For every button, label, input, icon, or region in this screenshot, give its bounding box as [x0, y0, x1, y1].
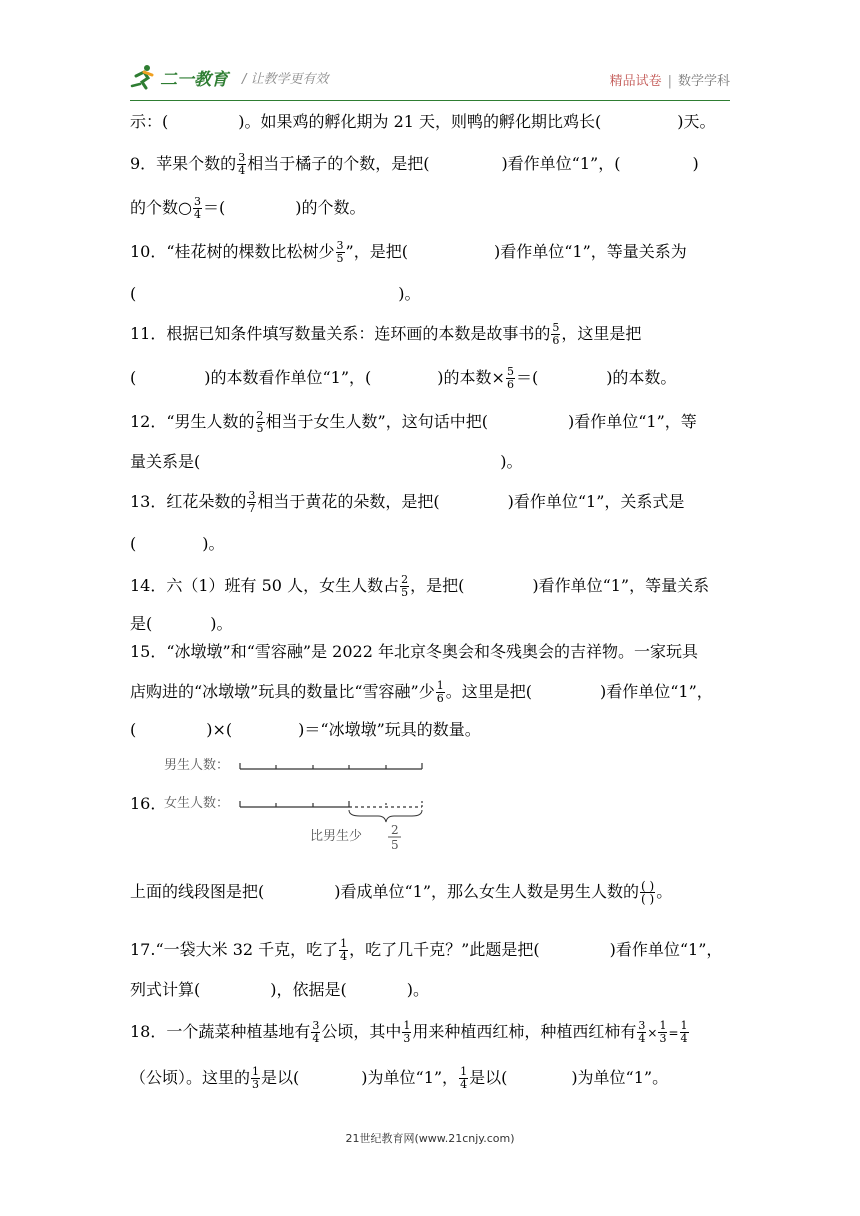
- question-15-line2: [130, 680, 730, 705]
- text: )。: [500, 452, 523, 471]
- less-label: 比男生少: [310, 829, 363, 844]
- header-tags: [610, 70, 730, 89]
- page-header: [130, 58, 730, 98]
- text: )，依据是(: [270, 980, 347, 999]
- text: )。如果鸡的孵化期为 21 天，则鸭的孵化期比鸡长(: [238, 112, 602, 131]
- text: )的个数。: [295, 198, 366, 217]
- times-sign: ×: [647, 1026, 658, 1040]
- text: 上面的线段图是把(: [130, 882, 265, 901]
- boys-segment: [240, 763, 422, 769]
- text: 14．六（1）班有 50 人，女生人数占: [130, 576, 400, 595]
- text: 用来种植西红柿，种植西红柿有: [412, 1022, 637, 1041]
- text: 。这里是把(: [445, 682, 532, 701]
- boys-label: 男生人数：: [164, 758, 230, 773]
- brace: [349, 810, 422, 822]
- text: )的本数×: [437, 368, 505, 387]
- fraction: $\frac{3}{4}$: [638, 1019, 646, 1045]
- fraction: $\frac{1}{4}$: [340, 937, 348, 963]
- tag-subject: 数学学科: [677, 74, 730, 89]
- text: )天。: [677, 112, 716, 131]
- runner-logo-icon: [130, 64, 156, 90]
- text: 18．一个蔬菜种植基地有: [130, 1022, 311, 1041]
- fraction: $\frac{1}{3}$: [252, 1065, 260, 1091]
- question-15-line3: [130, 720, 730, 740]
- text: 9．苹果个数的: [130, 154, 237, 173]
- text: )。: [398, 284, 421, 303]
- text: 10．“桂花树的棵数比松树少: [130, 242, 335, 261]
- text: ＝(: [202, 198, 226, 217]
- page-footer: 21世纪教育网(www.21cnjy.com): [345, 1132, 515, 1145]
- tag-premium: 精品试卷: [609, 74, 662, 89]
- question-18-line2: [130, 1066, 730, 1091]
- text: )看作单位“1”，: [599, 682, 713, 701]
- question-17-line2: [130, 980, 730, 1000]
- text: (: [130, 720, 137, 739]
- text: 列式计算(: [130, 980, 201, 999]
- text: )看作单位“1”，等量关系: [532, 576, 710, 595]
- text: 相当于黄花的朵数，是把(: [257, 492, 440, 511]
- text: )。: [406, 980, 429, 999]
- fraction: $\frac{3}{5}$: [336, 239, 344, 265]
- question-14-line2: [130, 614, 730, 634]
- girls-segment: [240, 801, 422, 807]
- question-13-line2: [130, 534, 730, 554]
- text: )的本数看作单位“1”，(: [204, 368, 372, 387]
- fraction: $\frac{3}{7}$: [248, 489, 256, 515]
- question-18-line1: [130, 1020, 730, 1045]
- text: ): [692, 154, 699, 173]
- question-14-line1: [130, 574, 730, 599]
- text: )看作单位“1”，(: [501, 154, 621, 173]
- text: 店购进的“冰墩墩”玩具的数量比“雪容融”少: [130, 682, 435, 701]
- text: 。: [656, 882, 673, 901]
- text: ＝(: [515, 368, 539, 387]
- text: )看作单位“1”，等量关系为: [493, 242, 687, 261]
- text: )看作单位“1”，: [609, 940, 723, 959]
- fraction: $\frac{3}{4}$: [238, 151, 246, 177]
- fraction: $\frac{1}{3}$: [403, 1019, 411, 1045]
- text: 量关系是(: [130, 452, 201, 471]
- question-17-line1: [130, 938, 730, 963]
- header-rule: [130, 100, 730, 101]
- text: )看作单位“1”，关系式是: [507, 492, 685, 511]
- question-9-line1: [130, 152, 730, 177]
- text: )。: [202, 534, 225, 553]
- question-11-line2: [130, 366, 730, 391]
- text: 16．: [130, 794, 167, 813]
- q8-tail: [130, 112, 730, 132]
- less-numerator: 2: [391, 823, 399, 837]
- logo: [130, 62, 329, 92]
- fraction: $\frac{5}{6}$: [552, 321, 560, 347]
- text: ”，是把(: [345, 242, 408, 261]
- text: )＝“冰墩墩”玩具的数量。: [298, 720, 481, 739]
- fraction: $\frac{3}{4}$: [193, 195, 201, 221]
- text: ，是把(: [410, 576, 465, 595]
- question-15-line1: [130, 642, 730, 662]
- text: (: [130, 534, 137, 553]
- text: 的个数○: [130, 198, 192, 217]
- question-11-line1: [130, 322, 730, 347]
- text: （公顷）。这里的: [130, 1068, 251, 1087]
- text: 13．红花朵数的: [130, 492, 247, 511]
- question-12-line1: [130, 410, 730, 435]
- fraction: $\frac{1}{6}$: [436, 679, 444, 705]
- question-12-line2: [130, 452, 730, 472]
- text: (: [130, 284, 137, 303]
- fraction: $\frac{1}{4}$: [460, 1065, 468, 1091]
- text: )看成单位“1”，那么女生人数是男生人数的: [334, 882, 640, 901]
- divider: |: [667, 74, 672, 89]
- text: )为单位“1”。: [571, 1068, 669, 1087]
- text: 是(: [130, 614, 153, 633]
- equals-sign: =: [668, 1026, 679, 1040]
- question-9-line2: [130, 196, 730, 221]
- text: 11．根据已知条件填写数量关系：连环画的本数是故事书的: [130, 324, 551, 343]
- text: )看作单位“1”，等: [567, 412, 697, 431]
- text: 15．“冰墩墩”和“雪容融”是 2022 年北京冬奥会和冬残奥会的吉祥物。一家玩具: [130, 642, 698, 661]
- text: ，吃了几千克？”此题是把(: [349, 940, 540, 959]
- fraction: $\frac{3}{4}$: [312, 1019, 320, 1045]
- text: 12．“男生人数的: [130, 412, 255, 431]
- text: ，这里是把: [561, 324, 642, 343]
- text: 是以(: [469, 1068, 508, 1087]
- text: 示：(: [130, 112, 169, 131]
- fraction: $\frac{2}{5}$: [401, 573, 409, 599]
- question-10-line2: [130, 284, 730, 304]
- text: )的本数。: [606, 368, 677, 387]
- segment-diagram: [160, 752, 460, 852]
- question-13-line1: [130, 490, 730, 515]
- text: )为单位“1”，: [361, 1068, 459, 1087]
- slogan: / 让教学更有效: [242, 71, 329, 87]
- text: 公顷，其中: [321, 1022, 402, 1041]
- text: (: [130, 368, 137, 387]
- text: )。: [210, 614, 233, 633]
- text: 相当于橘子的个数，是把(: [247, 154, 430, 173]
- girls-label: 女生人数：: [164, 796, 230, 811]
- fraction: $\frac{1}{3}$: [659, 1019, 667, 1045]
- fraction: $\frac{5}{6}$: [506, 365, 514, 391]
- question-16-text: [130, 880, 730, 905]
- less-denominator: 5: [391, 838, 399, 852]
- brand-name: 二一教育: [160, 69, 228, 90]
- text: 是以(: [261, 1068, 300, 1087]
- text: 17.“一袋大米 32 千克，吃了: [130, 940, 339, 959]
- text: )×(: [206, 720, 233, 739]
- question-10-line1: [130, 240, 730, 265]
- fraction: $\frac{1}{4}$: [680, 1019, 688, 1045]
- fraction: $\frac{2}{5}$: [256, 409, 264, 435]
- text: 相当于女生人数”，这句话中把(: [265, 412, 488, 431]
- blank-fraction: $\frac{( )}{( )}$: [641, 879, 655, 906]
